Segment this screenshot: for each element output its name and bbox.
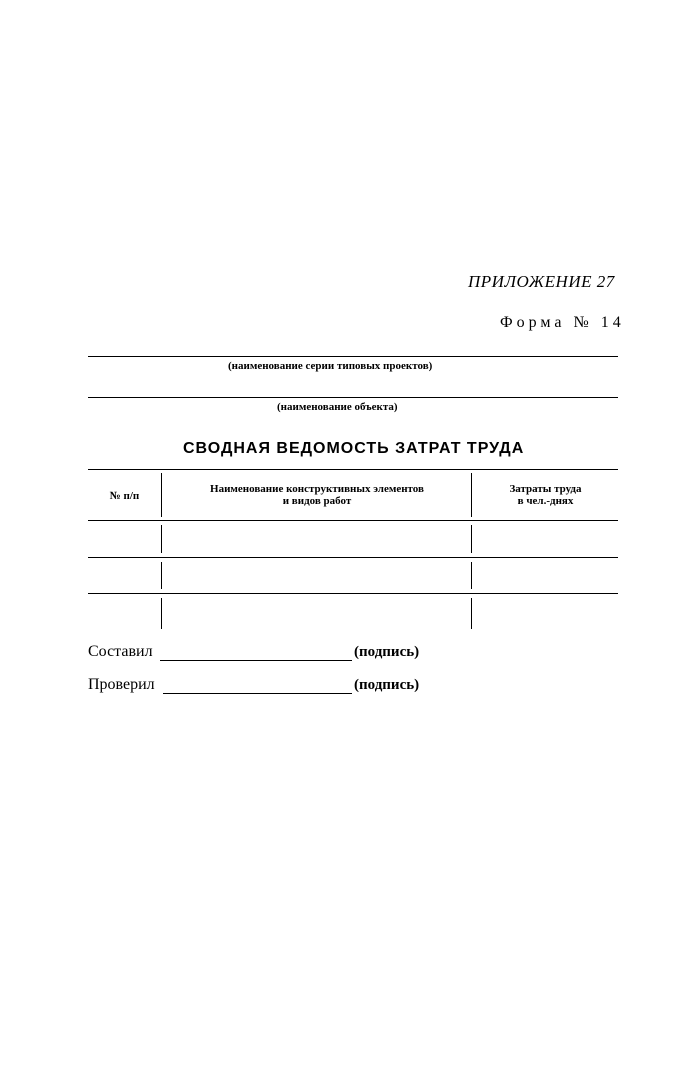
table-row-divider bbox=[88, 557, 618, 558]
table-col-divider bbox=[161, 525, 162, 553]
table-cell[interactable] bbox=[88, 559, 160, 593]
table-cell[interactable] bbox=[473, 595, 618, 629]
table-row-divider bbox=[88, 593, 618, 594]
object-name-field[interactable] bbox=[88, 397, 618, 398]
compiled-by-label: Составил bbox=[88, 643, 153, 660]
column-header-work-name: Наименование конструктивных элементов и видов работ bbox=[210, 483, 424, 507]
checked-by-signature-caption: (подпись) bbox=[354, 677, 420, 693]
object-name-caption: (наименование объекта) bbox=[277, 401, 398, 413]
labor-cost-table bbox=[88, 469, 618, 629]
column-header-labor-cost: Затраты труда в чел.-днях bbox=[509, 483, 582, 507]
compiled-by-signature-field[interactable] bbox=[160, 660, 352, 661]
table-cell[interactable] bbox=[88, 595, 160, 629]
series-name-field[interactable] bbox=[88, 356, 618, 357]
compiled-by-signature-caption: (подпись) bbox=[354, 644, 420, 660]
table-col-divider bbox=[161, 473, 162, 517]
document-title: СВОДНАЯ ВЕДОМОСТЬ ЗАТРАТ ТРУДА bbox=[183, 440, 525, 457]
column-header-number: № п/п bbox=[109, 490, 140, 502]
table-cell[interactable] bbox=[163, 522, 470, 556]
form-number: Форма № 14 bbox=[500, 314, 625, 331]
table-cell[interactable] bbox=[163, 595, 470, 629]
table-header-border bbox=[88, 520, 618, 521]
table-col-divider bbox=[161, 562, 162, 589]
table-cell[interactable] bbox=[473, 522, 618, 556]
table-col-divider bbox=[471, 525, 472, 553]
table-col-divider bbox=[471, 473, 472, 517]
series-name-caption: (наименование серии типовых проектов) bbox=[228, 360, 433, 372]
table-col-divider bbox=[471, 562, 472, 589]
table-col-divider bbox=[161, 598, 162, 629]
checked-by-signature-field[interactable] bbox=[163, 693, 352, 694]
table-col-divider bbox=[471, 598, 472, 629]
appendix-label: ПРИЛОЖЕНИЕ 27 bbox=[468, 272, 615, 291]
table-cell[interactable] bbox=[163, 559, 470, 593]
checked-by-label: Проверил bbox=[88, 676, 155, 693]
table-cell[interactable] bbox=[473, 559, 618, 593]
table-top-border bbox=[88, 469, 618, 470]
table-cell[interactable] bbox=[88, 522, 160, 556]
